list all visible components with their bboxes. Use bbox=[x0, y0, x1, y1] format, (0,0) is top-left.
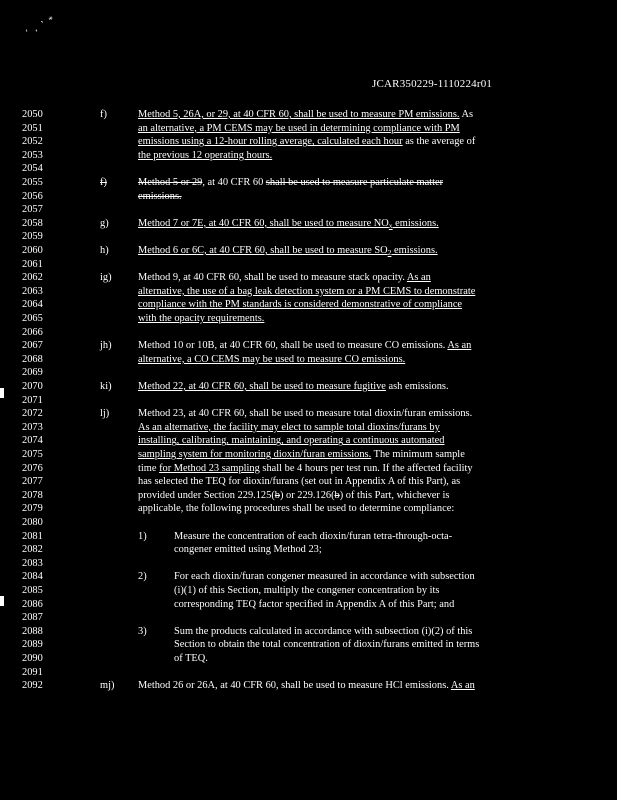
text-run: ) of this Part, whichever is bbox=[339, 489, 450, 501]
underlined-insertion: x bbox=[388, 220, 393, 230]
subsection-label: mj) bbox=[100, 680, 115, 692]
line-number: 2071 bbox=[22, 394, 43, 406]
line-text bbox=[138, 176, 443, 190]
line-number: 2091 bbox=[22, 666, 43, 678]
underlined-insertion: with the opacity requirements. bbox=[138, 313, 265, 324]
line-text bbox=[138, 244, 438, 260]
underlined-insertion: Method 5, 26A, or 29, at 40 CFR 60, shall be used to measure PM emissions. bbox=[138, 109, 460, 120]
line-number: 2084 bbox=[22, 571, 43, 583]
line-number: 2077 bbox=[22, 476, 43, 488]
document-header-id: JCAR350229-1110224r01 bbox=[372, 78, 493, 90]
line-number: 2072 bbox=[22, 408, 43, 420]
underlined-insertion: alternative, the use of a bag leak detection system or a PM CEMS to demonstrate bbox=[138, 285, 476, 297]
line-text bbox=[138, 312, 264, 326]
subsection-label: lj) bbox=[100, 408, 110, 420]
line-number: 2058 bbox=[22, 217, 43, 229]
line-number: 2054 bbox=[22, 163, 43, 175]
line-text bbox=[138, 122, 460, 136]
line-text bbox=[174, 543, 322, 557]
line-text bbox=[174, 570, 475, 584]
text-run: (i)(1) of this Section, multiply the congener concentration by its bbox=[174, 585, 440, 596]
subsection-label: ig) bbox=[100, 272, 112, 284]
text-run: Method 26 or 26A, at 40 CFR 60, shall be used to measure HCl emissions. bbox=[138, 680, 451, 692]
text-run: ash emissions. bbox=[385, 381, 449, 392]
line-number: 2051 bbox=[22, 122, 43, 134]
scan-mark: ‘ , ’ * bbox=[23, 12, 58, 38]
line-text bbox=[138, 298, 462, 312]
underlined-insertion: emissions using a 12-hour rolling average, calculated each hour bbox=[138, 136, 403, 148]
text-run: of TEQ. bbox=[174, 653, 208, 664]
text-run: as the average of bbox=[402, 136, 476, 148]
line-text bbox=[138, 407, 472, 421]
text-run: For each dioxin/furan congener measured in accordance with subsection bbox=[174, 571, 475, 583]
line-number: 2082 bbox=[22, 544, 43, 556]
line-text bbox=[138, 149, 272, 163]
line-number: 2064 bbox=[22, 299, 43, 311]
line-number: 2085 bbox=[22, 585, 43, 596]
line-text bbox=[174, 584, 439, 598]
line-text bbox=[138, 502, 454, 516]
left-edge-mark bbox=[0, 388, 4, 398]
line-text bbox=[138, 135, 475, 149]
text-run: applicable, the following procedures shall be used to determine compliance: bbox=[138, 503, 455, 515]
subsection-label: h) bbox=[100, 245, 109, 256]
line-number: 2066 bbox=[22, 326, 43, 338]
text-run: corresponding TEQ factor specified in Appendix A of this Part; and bbox=[174, 598, 455, 610]
line-number: 2080 bbox=[22, 517, 43, 528]
line-text bbox=[138, 489, 449, 503]
underlined-insertion: Method 22, at 40 CFR 60, shall be used to measure fugitive bbox=[138, 381, 386, 392]
text-run: , at 40 CFR 60 bbox=[202, 177, 266, 188]
line-number: 2078 bbox=[22, 489, 43, 501]
line-text bbox=[138, 217, 439, 233]
line-text bbox=[138, 271, 431, 285]
underlined-insertion: As an alternative, the facility may elect to sample total dioxins/furans by bbox=[138, 421, 440, 433]
text-run: congener emitted using Method 23; bbox=[174, 544, 322, 556]
text-run: Measure the concentration of each dioxin/furan tetra-through-octa- bbox=[174, 530, 453, 542]
subsection-label: g) bbox=[100, 217, 109, 229]
line-text bbox=[174, 652, 208, 666]
line-number: 2076 bbox=[22, 462, 43, 474]
underlined-insertion: the previous 12 operating hours. bbox=[138, 149, 273, 161]
line-number: 2056 bbox=[22, 190, 43, 202]
text-run: ) or 229.126( bbox=[280, 489, 335, 501]
line-number: 2088 bbox=[22, 625, 43, 637]
struck-deletion: b bbox=[274, 489, 280, 501]
text-run: shall be 4 hours per test run. If the affected facility bbox=[259, 462, 473, 474]
text-run: Method 23, at 40 CFR 60, shall be used to measure total dioxin/furan emissions. bbox=[138, 408, 473, 420]
text-run: time bbox=[138, 462, 160, 474]
text-run: has selected the TEQ for dioxin/furans (set out in Appendix A of this Part), as bbox=[138, 476, 461, 488]
line-number: 2050 bbox=[22, 109, 43, 120]
underlined-insertion: Method 6 or 6C, at 40 CFR 60, shall be used to measure SO bbox=[138, 245, 388, 256]
line-text bbox=[138, 190, 182, 204]
line-number: 2079 bbox=[22, 503, 43, 515]
line-number: 2059 bbox=[22, 231, 43, 243]
line-text bbox=[138, 339, 471, 353]
line-number: 2053 bbox=[22, 149, 43, 161]
underlined-insertion: emissions. bbox=[391, 245, 438, 256]
line-number: 2092 bbox=[22, 680, 43, 692]
text-run: Sum the products calculated in accordance with subsection (i)(2) of this bbox=[174, 625, 473, 637]
underlined-insertion: 2 bbox=[387, 248, 392, 257]
text-run: Section to obtain the total concentration of dioxin/furans emitted in terms bbox=[174, 639, 480, 651]
struck-deletion: emissions. bbox=[138, 190, 182, 202]
struck-deletion: shall be used to measure particulate matter bbox=[265, 177, 444, 188]
line-text bbox=[138, 448, 465, 462]
line-text bbox=[138, 108, 473, 122]
line-text bbox=[138, 679, 475, 693]
text-run: Method 9, at 40 CFR 60, shall be used to measure stack opacity. bbox=[138, 272, 407, 284]
struck-deletion: Method 5 or 29 bbox=[138, 177, 203, 188]
line-number: 2062 bbox=[22, 272, 43, 284]
line-text bbox=[138, 475, 460, 489]
subsection-label: f) bbox=[100, 109, 107, 120]
line-number: 2057 bbox=[22, 204, 43, 216]
underlined-insertion: alternative, a CO CEMS may be used to measure CO emissions. bbox=[138, 353, 406, 365]
line-text bbox=[174, 638, 479, 652]
line-number: 2089 bbox=[22, 639, 43, 651]
line-number: 2060 bbox=[22, 245, 43, 256]
line-number: 2067 bbox=[22, 340, 43, 352]
line-number: 2063 bbox=[22, 285, 43, 297]
line-text bbox=[138, 353, 405, 367]
line-number: 2087 bbox=[22, 612, 43, 624]
line-number: 2074 bbox=[22, 435, 43, 447]
line-text bbox=[138, 434, 444, 448]
underlined-insertion: As an bbox=[450, 680, 475, 692]
underlined-insertion: sampling system for monitoring dioxin/furan emissions. bbox=[138, 449, 372, 460]
line-number: 2081 bbox=[22, 530, 43, 542]
underlined-insertion: emissions. bbox=[392, 217, 439, 229]
line-number: 2090 bbox=[22, 653, 43, 664]
line-text bbox=[138, 421, 440, 435]
line-number: 2086 bbox=[22, 598, 43, 610]
subsection-label: ki) bbox=[100, 381, 112, 392]
line-number: 2055 bbox=[22, 177, 43, 188]
line-number: 2061 bbox=[22, 258, 43, 270]
line-number: 2069 bbox=[22, 367, 43, 379]
line-number: 2068 bbox=[22, 353, 43, 365]
line-text bbox=[174, 530, 452, 544]
item-label: 1) bbox=[138, 530, 147, 542]
subsection-label: f) bbox=[100, 177, 107, 188]
line-number: 2070 bbox=[22, 381, 43, 392]
text-run: As bbox=[459, 109, 474, 120]
left-edge-mark bbox=[0, 596, 4, 606]
subsection-label: jh) bbox=[100, 340, 112, 352]
underlined-insertion: As an bbox=[406, 272, 431, 284]
underlined-insertion: an alternative, a PM CEMS may be used in determining compliance with PM bbox=[138, 122, 460, 134]
struck-deletion: b bbox=[334, 489, 340, 501]
line-number: 2073 bbox=[22, 421, 43, 433]
text-run: The minimum sample bbox=[371, 449, 465, 460]
underlined-insertion: As an bbox=[447, 340, 472, 352]
line-text bbox=[138, 285, 475, 299]
line-text bbox=[174, 625, 472, 639]
line-text bbox=[138, 380, 449, 394]
line-number: 2065 bbox=[22, 313, 43, 324]
line-text bbox=[174, 598, 454, 612]
line-number: 2075 bbox=[22, 449, 43, 460]
line-number: 2083 bbox=[22, 557, 43, 569]
text-run: Method 10 or 10B, at 40 CFR 60, shall be used to measure CO emissions. bbox=[138, 340, 448, 352]
underlined-insertion: Method 7 or 7E, at 40 CFR 60, shall be used to measure NO bbox=[138, 217, 389, 229]
underlined-insertion: for Method 23 sampling bbox=[159, 462, 260, 474]
item-label: 3) bbox=[138, 625, 147, 637]
line-number: 2052 bbox=[22, 136, 43, 148]
underlined-insertion: installing, calibrating, maintaining, and operating a continuous automated bbox=[138, 435, 445, 447]
item-label: 2) bbox=[138, 571, 147, 583]
line-text bbox=[138, 462, 473, 476]
underlined-insertion: compliance with the PM standards is considered demonstrative of compliance bbox=[138, 299, 463, 311]
text-run: provided under Section 229.125( bbox=[138, 489, 275, 501]
